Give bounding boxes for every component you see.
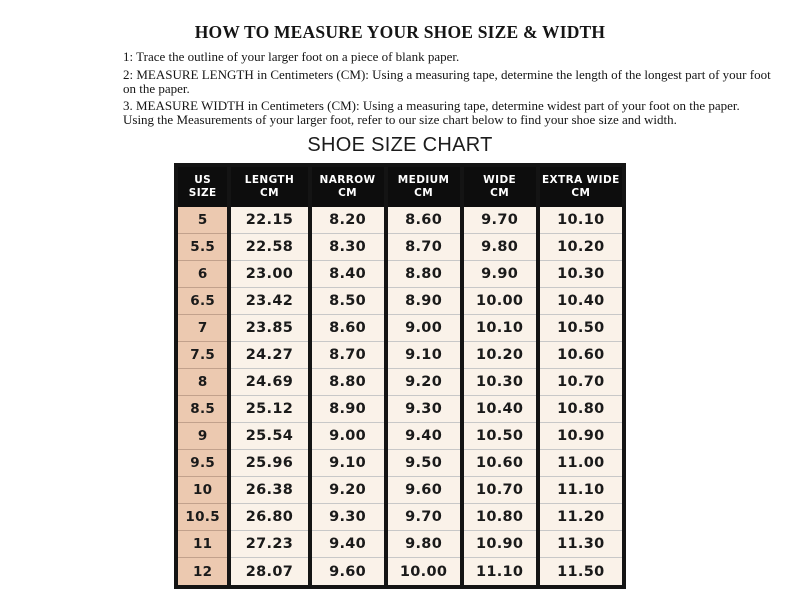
us-size-cell: 7: [178, 315, 229, 342]
medium-cm-cell: 8.60: [386, 207, 462, 234]
column-header-wide-cm: WIDE CM: [462, 167, 538, 207]
narrow-cm-cell: 9.40: [310, 531, 386, 558]
length-cm-cell: 22.58: [229, 234, 309, 261]
table-row: [178, 477, 622, 504]
measuring-instructions: [123, 49, 771, 128]
medium-cm-cell: 9.70: [386, 504, 462, 531]
wide-cm-cell: 10.00: [462, 288, 538, 315]
table-row: [178, 531, 622, 558]
us-size-cell: 8: [178, 369, 229, 396]
narrow-cm-cell: 9.20: [310, 477, 386, 504]
us-size-cell: 11: [178, 531, 229, 558]
narrow-cm-cell: 8.80: [310, 369, 386, 396]
length-cm-cell: 23.00: [229, 261, 309, 288]
table-row: [178, 315, 622, 342]
us-size-cell: 9.5: [178, 450, 229, 477]
table-row: [178, 288, 622, 315]
length-cm-cell: 24.69: [229, 369, 309, 396]
page-title: HOW TO MEASURE YOUR SHOE SIZE & WIDTH: [194, 22, 606, 42]
wide-cm-cell: 10.50: [462, 423, 538, 450]
table-row: [178, 261, 622, 288]
extra-wide-cm-cell: 11.00: [538, 450, 622, 477]
narrow-cm-cell: 8.30: [310, 234, 386, 261]
table-row: [178, 558, 622, 585]
us-size-cell: 5.5: [178, 234, 229, 261]
table-row: [178, 207, 622, 234]
narrow-cm-cell: 8.40: [310, 261, 386, 288]
length-cm-cell: 26.38: [229, 477, 309, 504]
medium-cm-cell: 9.30: [386, 396, 462, 423]
narrow-cm-cell: 9.00: [310, 423, 386, 450]
table-body: [178, 207, 622, 585]
length-cm-cell: 26.80: [229, 504, 309, 531]
instruction-step-2: 2: MEASURE LENGTH in Centimeters (CM): Using a measuring tape, determine the length of the longest part of your foot: [123, 66, 771, 82]
table-row: [178, 423, 622, 450]
narrow-cm-cell: 8.50: [310, 288, 386, 315]
wide-cm-cell: 10.60: [462, 450, 538, 477]
narrow-cm-cell: 9.60: [310, 558, 386, 585]
column-header-length-cm: LENGTH CM: [229, 167, 309, 207]
instruction-step-1: 1: Trace the outline of your larger foot on a piece of blank paper.: [123, 49, 460, 64]
shoe-size-table: [178, 167, 622, 585]
wide-cm-cell: 9.70: [462, 207, 538, 234]
medium-cm-cell: 8.80: [386, 261, 462, 288]
narrow-cm-cell: 8.60: [310, 315, 386, 342]
medium-cm-cell: 10.00: [386, 558, 462, 585]
instruction-step-2-cont: on the paper.: [123, 80, 190, 96]
us-size-cell: 12: [178, 558, 229, 585]
length-cm-cell: 23.42: [229, 288, 309, 315]
extra-wide-cm-cell: 11.30: [538, 531, 622, 558]
medium-cm-cell: 8.90: [386, 288, 462, 315]
medium-cm-cell: 9.50: [386, 450, 462, 477]
length-cm-cell: 24.27: [229, 342, 309, 369]
wide-cm-cell: 9.90: [462, 261, 538, 288]
medium-cm-cell: 9.60: [386, 477, 462, 504]
length-cm-cell: 25.54: [229, 423, 309, 450]
table-row: [178, 369, 622, 396]
extra-wide-cm-cell: 10.40: [538, 288, 622, 315]
us-size-cell: 10: [178, 477, 229, 504]
length-cm-cell: 22.15: [229, 207, 309, 234]
extra-wide-cm-cell: 10.90: [538, 423, 622, 450]
wide-cm-cell: 10.10: [462, 315, 538, 342]
length-cm-cell: 28.07: [229, 558, 309, 585]
extra-wide-cm-cell: 10.80: [538, 396, 622, 423]
wide-cm-cell: 10.80: [462, 504, 538, 531]
medium-cm-cell: 8.70: [386, 234, 462, 261]
wide-cm-cell: 9.80: [462, 234, 538, 261]
length-cm-cell: 23.85: [229, 315, 309, 342]
narrow-cm-cell: 8.90: [310, 396, 386, 423]
table-row: [178, 342, 622, 369]
extra-wide-cm-cell: 10.10: [538, 207, 622, 234]
narrow-cm-cell: 9.10: [310, 450, 386, 477]
length-cm-cell: 25.12: [229, 396, 309, 423]
narrow-cm-cell: 8.20: [310, 207, 386, 234]
extra-wide-cm-cell: 10.30: [538, 261, 622, 288]
instruction-step-3: 3. MEASURE WIDTH in Centimeters (CM): Using a measuring tape, determine widest part of your foot on the paper.: [123, 98, 740, 114]
wide-cm-cell: 10.30: [462, 369, 538, 396]
wide-cm-cell: 11.10: [462, 558, 538, 585]
column-header-us-size: US SIZE: [178, 167, 229, 207]
narrow-cm-cell: 8.70: [310, 342, 386, 369]
table-row: [178, 504, 622, 531]
medium-cm-cell: 9.00: [386, 315, 462, 342]
medium-cm-cell: 9.20: [386, 369, 462, 396]
wide-cm-cell: 10.70: [462, 477, 538, 504]
extra-wide-cm-cell: 10.70: [538, 369, 622, 396]
table-row: [178, 234, 622, 261]
extra-wide-cm-cell: 10.20: [538, 234, 622, 261]
narrow-cm-cell: 9.30: [310, 504, 386, 531]
length-cm-cell: 25.96: [229, 450, 309, 477]
table-row: [178, 396, 622, 423]
table-row: [178, 450, 622, 477]
instruction-summary: Using the Measurements of your larger foot, refer to our size chart below to find your shoe size and width.: [123, 112, 677, 128]
column-header-extra-wide-cm: EXTRA WIDE CM: [538, 167, 622, 207]
us-size-cell: 5: [178, 207, 229, 234]
medium-cm-cell: 9.10: [386, 342, 462, 369]
us-size-cell: 9: [178, 423, 229, 450]
column-header-medium-cm: MEDIUM CM: [386, 167, 462, 207]
medium-cm-cell: 9.40: [386, 423, 462, 450]
wide-cm-cell: 10.20: [462, 342, 538, 369]
column-header-narrow-cm: NARROW CM: [310, 167, 386, 207]
us-size-cell: 8.5: [178, 396, 229, 423]
extra-wide-cm-cell: 10.60: [538, 342, 622, 369]
wide-cm-cell: 10.90: [462, 531, 538, 558]
medium-cm-cell: 9.80: [386, 531, 462, 558]
shoe-size-table-container: [174, 163, 626, 589]
length-cm-cell: 27.23: [229, 531, 309, 558]
extra-wide-cm-cell: 11.50: [538, 558, 622, 585]
extra-wide-cm-cell: 11.20: [538, 504, 622, 531]
table-header-row: [178, 167, 622, 207]
us-size-cell: 10.5: [178, 504, 229, 531]
extra-wide-cm-cell: 11.10: [538, 477, 622, 504]
us-size-cell: 6.5: [178, 288, 229, 315]
chart-title: SHOE SIZE CHART: [307, 133, 493, 156]
us-size-cell: 6: [178, 261, 229, 288]
extra-wide-cm-cell: 10.50: [538, 315, 622, 342]
wide-cm-cell: 10.40: [462, 396, 538, 423]
us-size-cell: 7.5: [178, 342, 229, 369]
